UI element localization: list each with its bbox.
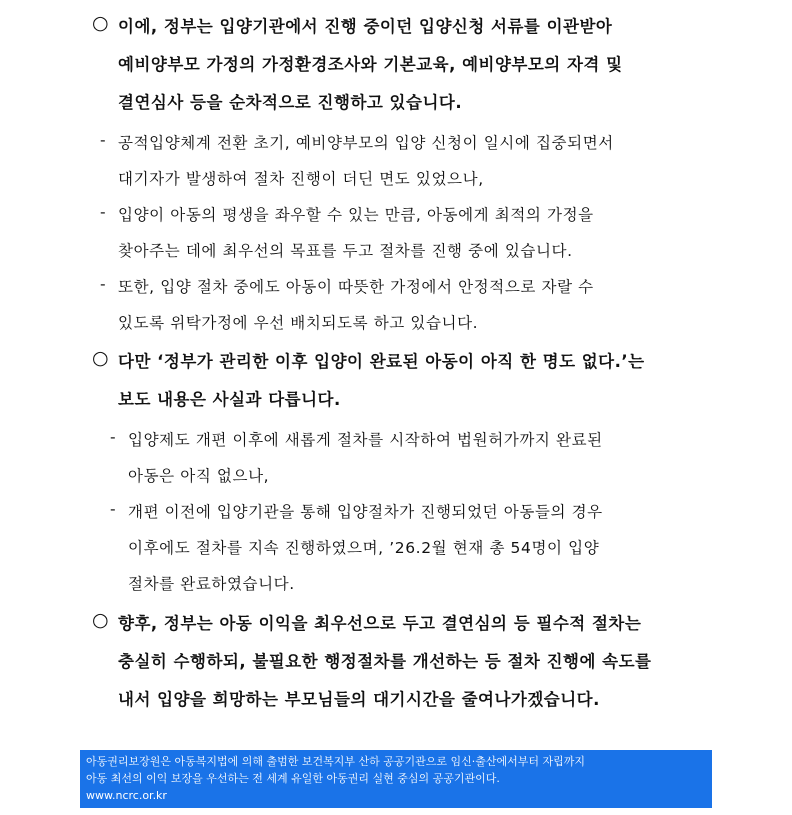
section-2-item-2-cont-2: 절차를 완료하였습니다. bbox=[128, 575, 295, 593]
section-2-item-1-cont: 아동은 아직 없으나, bbox=[128, 467, 270, 485]
section-2-paragraph bbox=[92, 347, 732, 423]
section-1-line-2: 예비양부모 가정의 가정환경조사와 기본교육, 예비양부모의 자격 및 bbox=[118, 55, 623, 74]
section-1-item-1: - 공적입양체계 전환 초기, 예비양부모의 입양 신청이 일시에 집중되면서 bbox=[100, 131, 614, 152]
footer-line-2: 아동 최선의 이익 보장을 우선하는 전 세계 유일한 아동권리 실현 중심의 공공기관이다. bbox=[86, 772, 500, 785]
section-3-line-2: 충실히 수행하되, 불필요한 행정절차를 개선하는 등 절차 진행에 속도를 bbox=[118, 652, 652, 671]
section-1-item-2-cont: 찾아주는 데에 최우선의 목표를 두고 절차를 진행 중에 있습니다. bbox=[118, 242, 573, 260]
section-2-line-1: ○ 다만 ‘정부가 관리한 이후 입양이 완료된 아동이 아직 한 명도 없다.’는 bbox=[92, 347, 645, 371]
section-1-line-1: ○ 이에, 정부는 입양기관에서 진행 중이던 입양신청 서류를 이관받아 bbox=[92, 12, 613, 36]
section-1-item-2: - 입양이 아동의 평생을 좌우할 수 있는 만큼, 아동에게 최적의 가정을 bbox=[100, 203, 594, 224]
footer-banner bbox=[80, 750, 712, 808]
section-1-paragraph bbox=[92, 12, 732, 126]
section-2-item-2: - 개편 이전에 입양기관을 통해 입양절차가 진행되었던 아동들의 경우 bbox=[110, 500, 603, 521]
section-2-line-2: 보도 내용은 사실과 다릅니다. bbox=[118, 390, 341, 409]
section-1-item-1-cont: 대기자가 발생하여 절차 진행이 더딘 면도 있었으나, bbox=[118, 170, 484, 188]
footer-line-1: 아동권리보장원은 아동복지법에 의해 출범한 보건복지부 산하 공공기관으로 임신·출산에서부터 자립까지 bbox=[86, 755, 586, 768]
section-3-line-1: ○ 향후, 정부는 아동 이익을 최우선으로 두고 결연심의 등 필수적 절차는 bbox=[92, 609, 642, 633]
section-1-line-3: 결연심사 등을 순차적으로 진행하고 있습니다. bbox=[118, 93, 463, 112]
circle-bullet-icon: ○ bbox=[92, 347, 110, 369]
section-2-item-2-cont-1: 이후에도 절차를 지속 진행하였으며, ’26.2월 현재 총 54명이 입양 bbox=[128, 539, 600, 557]
section-3-paragraph bbox=[92, 609, 732, 723]
section-1-items bbox=[100, 131, 730, 347]
section-1-item-3: - 또한, 입양 절차 중에도 아동이 따뜻한 가정에서 안정적으로 자랄 수 bbox=[100, 275, 594, 296]
section-2-items bbox=[110, 428, 730, 608]
section-2-item-1: - 입양제도 개편 이후에 새롭게 절차를 시작하여 법원허가까지 완료된 bbox=[110, 428, 603, 449]
circle-bullet-icon: ○ bbox=[92, 609, 110, 631]
section-1-item-3-cont: 있도록 위탁가정에 우선 배치되도록 하고 있습니다. bbox=[118, 314, 479, 332]
footer-url-link[interactable]: www.ncrc.or.kr bbox=[86, 789, 167, 802]
section-3-line-3: 내서 입양을 희망하는 부모님들의 대기시간을 줄여나가겠습니다. bbox=[118, 690, 600, 709]
circle-bullet-icon: ○ bbox=[92, 12, 110, 34]
